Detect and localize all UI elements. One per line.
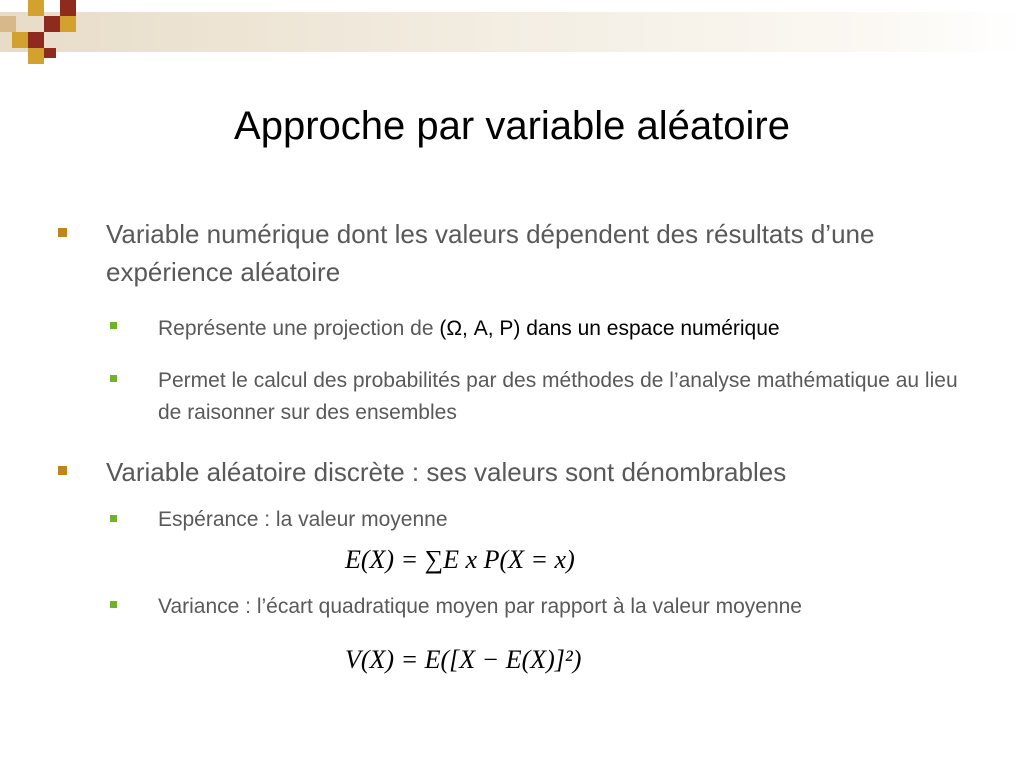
bullet-variable-numerique: Variable numérique dont les valeurs dépendent des résultats d’une expérience aléatoire	[106, 219, 875, 287]
sub-bullet-marker	[110, 601, 117, 608]
sub-bullet-variance: Variance : l’écart quadratique moyen par rapport à la valeur moyenne	[158, 595, 802, 618]
deco-square	[28, 32, 44, 48]
deco-square	[12, 32, 28, 48]
deco-square	[28, 48, 44, 64]
expectation-formula	[345, 540, 575, 580]
header-band	[0, 12, 1024, 52]
sub-bullet-marker	[110, 515, 117, 522]
deco-square	[60, 16, 76, 32]
sub-bullet-esperance: Espérance : la valeur moyenne	[158, 508, 448, 531]
bullet-marker	[58, 466, 67, 475]
sub-bullet-calcul: Permet le calcul des probabilités par des méthodes de l’analyse mathématique au lieu de raisonner sur des ensembles	[158, 369, 958, 424]
bullet-marker	[58, 228, 67, 237]
deco-square	[60, 0, 76, 16]
projection-text: Représente une projection de	[158, 317, 440, 340]
projection-space: (Ω, A, P) dans un espace numérique	[439, 317, 780, 340]
variance-formula-text: V(X) = E([X − E(X)]²)	[345, 645, 582, 674]
bullet-variable-discrete: Variable aléatoire discrète : ses valeurs sont dénombrables	[106, 457, 787, 487]
sub-bullet-projection	[158, 313, 958, 345]
deco-square	[44, 16, 60, 32]
variance-formula	[345, 640, 581, 680]
slide-title: Approche par variable aléatoire	[234, 104, 790, 148]
deco-square	[0, 16, 16, 32]
deco-square	[28, 0, 44, 16]
expectation-formula-text: E(X) = ∑E x P(X = x)	[345, 545, 575, 574]
sub-bullet-marker	[110, 322, 117, 329]
deco-square	[44, 48, 56, 58]
sub-bullet-marker	[110, 375, 117, 382]
